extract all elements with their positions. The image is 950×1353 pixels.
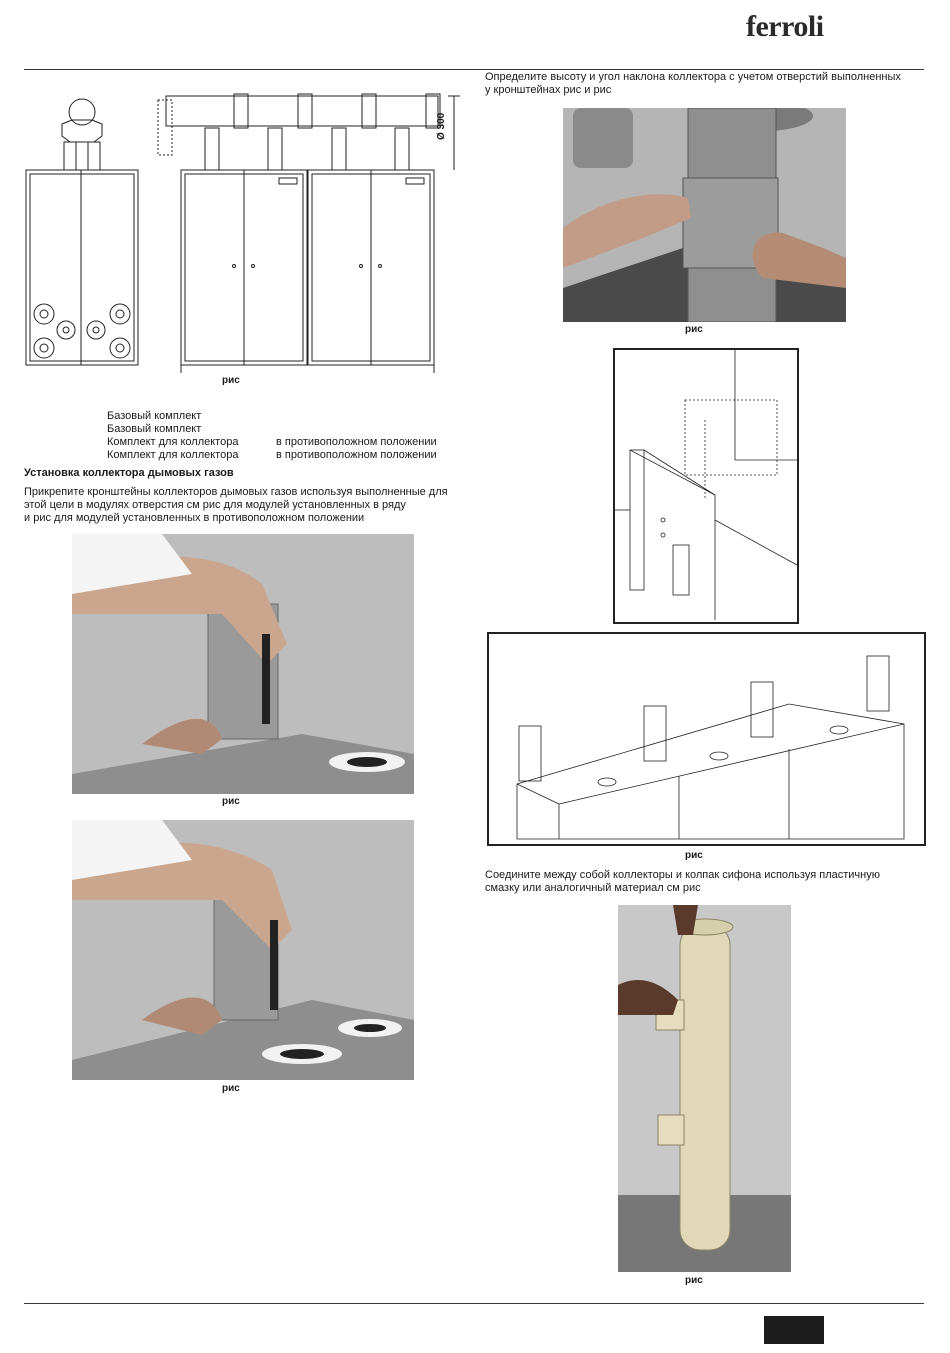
photo-bracket-install-2 [72,820,414,1080]
diagram-bracket-mount [613,348,799,624]
legend-note-2: в противоположном положении [276,449,437,461]
legend-item-4: Комплект для коллектора [107,449,239,461]
intro-text-line-1: Определите высоту и угол наклона коллектора с учетом отверстий выполненных [485,71,901,83]
fig-diagram-right-2-caption: рис [685,850,703,861]
paragraph-line-3: и рис для модулей установленных в противоположном положении [24,512,365,524]
diagram-brackets-row [487,632,926,846]
diagram-brackets-row-svg [489,634,924,844]
section-title: Установка коллектора дымовых газов [24,467,234,479]
photo-bracket-height-svg [563,108,846,322]
intro-text-line-2: у кронштейнах рис и рис [485,84,612,96]
connect-text-line-2: смазку или аналогичный материал см рис [485,882,701,894]
photo-bracket-install-2-svg [72,820,414,1080]
paragraph-line-1: Прикрепите кронштейны коллекторов дымовых газов используя выполненные для [24,486,448,498]
legend-notes [276,436,437,462]
footer-rule [24,1303,924,1304]
photo-siphon-collector-svg [618,905,791,1272]
fig-photo-right-3-caption: рис [685,1275,703,1286]
photo-bracket-height [563,108,846,322]
connect-text-line-1: Соедините между собой коллекторы и колпак сифона используя пластичную [485,869,880,881]
page-number-box [764,1316,824,1344]
diagram-bracket-mount-svg [615,350,797,622]
photo-bracket-install-1 [72,534,414,794]
photo-siphon-collector [618,905,791,1272]
diameter-label: Ø 300 [436,112,447,140]
legend-item-3: Комплект для коллектора [107,436,239,448]
legend-item-2: Базовый комплект [107,423,202,435]
header-rule [24,69,924,70]
section-paragraph [24,486,464,525]
intro-text [485,71,925,97]
cabinet-drawing [24,90,464,380]
legend-item-1: Базовый комплект [107,410,202,422]
legend-note-1: в противоположном положении [276,436,437,448]
photo-bracket-install-1-svg [72,534,414,794]
fig-photo-right-1-caption: рис [685,324,703,335]
cabinet-drawing-svg [24,90,464,380]
legend-list [107,410,238,462]
paragraph-line-2: этой цели в модулях отверстия см рис для модулей установленных в ряду [24,499,406,511]
connect-text [485,869,925,895]
fig-drawing-caption: рис [222,375,240,386]
fig-photo-left-2-caption: рис [222,1083,240,1094]
ferroli-logo: ferroli [746,10,824,43]
fig-photo-left-1-caption: рис [222,796,240,807]
